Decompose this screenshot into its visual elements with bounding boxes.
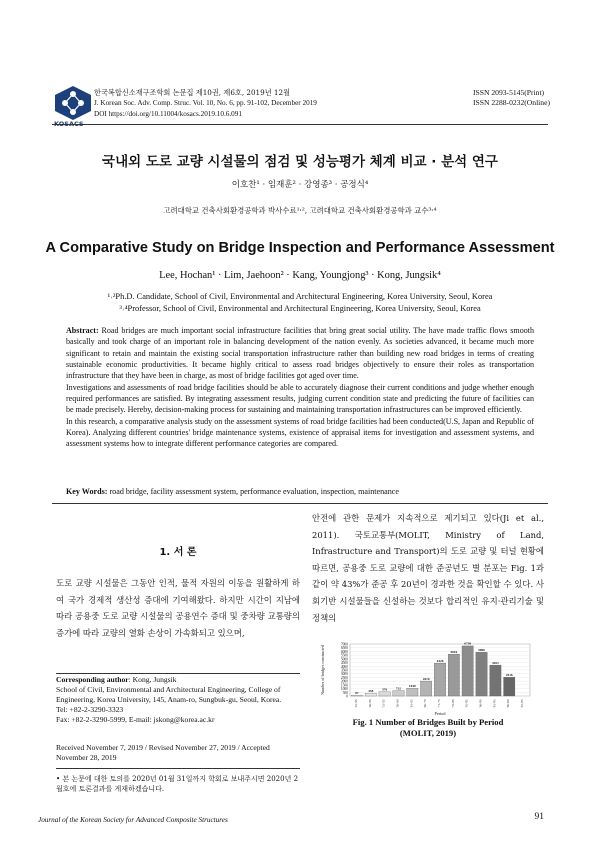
data-label: 4161 [491,660,499,665]
korean-authors: 이호찬¹ · 임재훈² · 강영종³ · 공정식⁴ [231,180,369,190]
bar [420,681,431,696]
y-tick-label: 3500 [340,668,348,673]
korean-title: 국내외 도로 교량 시설물의 점검 및 성능평가 체계 비교 · 분석 연구 [102,154,498,170]
abstract [66,325,534,450]
x-tick-label: '86-'90 [478,699,483,708]
data-label: 87 [355,691,359,696]
issn-block [473,88,550,109]
footnote-divider [56,673,300,674]
data-label: 6739 [464,641,472,646]
x-axis-label: Period [434,711,446,716]
data-label: 2010 [422,676,430,681]
y-tick-label: 4000 [340,664,348,669]
data-label: 5896 [478,648,485,653]
figure-caption-line-1: Fig. 1 Number of Bridges Built by Period [352,717,504,727]
correspondence-tel: Tel: +82-2-3290-3323 [56,704,124,714]
figure-caption-line-2: (MOLIT, 2019) [399,728,457,738]
y-tick-label: 4500 [340,661,348,666]
correspondence-address: School of Civil, Environmental and Architectural Engineering, College of Engineering, Korea University, 145, Anam-ro, Sungbuk-gu, Seoul, Korea. [56,684,282,704]
english-title: A Comparative Study on Bridge Inspection and Performance Assessment [45,240,555,256]
x-tick-label: '91-'95 [492,699,497,708]
body-right-column: 안전에 관한 문제가 지속적으로 제기되고 있다(Ji et al., 2011). 국토교통부(MOLIT, Ministry of Land, Infrastructure and Transport)의 도로 교량 및 터널 현황에 따르면, 공용중 도로 교량에 대한 준공년도 별 분포는 Fig. 1과 같이 약 43%가 준공 후 20년이 경과한 것을 확인할 수 있다. 사회기반 시설물들을 신설하는 것보다 합리적인 유지·관리기술 및 정책의 [312,513,544,623]
journal-header [94,88,317,119]
logo-label: KOSACS [54,120,84,128]
keywords-label: Key Words: [66,487,108,496]
data-label: 732 [395,686,402,691]
footer-journal: Journal of the Korean Society for Advanced Composite Structures [38,816,228,824]
journal-korean: 한국복합신소재구조학회 논문집 제10권, 제6호, 2019년 12월 [94,88,291,97]
y-tick-label: 2500 [340,675,348,680]
x-tick-label: '71-'75 [437,699,441,708]
issn-print: ISSN 2093-5145(Print) [473,88,545,97]
abstract-label: Abstract: [66,326,99,335]
journal-english: J. Korean Soc. Adv. Comp. Struc. Vol. 10, No. 6, pp. 91-102, December 2019 [94,99,317,108]
english-affiliation-1: ¹˒²Ph.D. Candidate, School of Civil, Environmental and Architectural Engineering, Korea University, Seoul, Korea [107,292,493,301]
data-label: 5616 [450,650,458,655]
abstract-paragraph-1: Road bridges are much important social infrastructure facilities that bring great social utility. The have made traffic flows smooth basically and took charge of an important role in balancing development of the nation evenly. As societies advanced, it became much more significant to retain and maintain the existing social transportation infrastructure rather than building new road bridges in terms of creating sustainable economic productivities. It became highly critical to assess road bridges objectively to ensure their roles as transportation infrastructure that they have been in charge, as most of bridge facilities got aged over time. [66,326,534,381]
y-tick-label: 3000 [340,672,348,677]
data-label: 2516 [505,673,513,678]
y-tick-label: 0 [346,694,348,699]
data-label: 358 [368,689,374,694]
keywords-text: road bridge, facility assessment system, performance evaluation, inspection, maintenance [109,487,399,496]
x-tick-label: '96-'00 [506,699,511,708]
bar [448,654,459,696]
bar [407,688,418,696]
correspondence-block [56,675,300,725]
bar [379,692,390,696]
bar [393,691,404,696]
english-authors: Lee, Hochan¹ · Lim, Jaehoon² · Kang, Youngjong³ · Kong, Jungsik⁴ [159,270,441,281]
data-label: 4426 [436,658,444,663]
note-divider [56,768,300,769]
y-tick-label: 5500 [340,653,348,658]
y-axis-label: Number of bridges constructed [320,645,325,695]
bar [476,652,487,696]
received-dates: Received November 7, 2019 / Revised November 27, 2019 / Accepted November 28, 2019 [56,743,270,763]
english-affiliation-2: ³˒⁴Professor, School of Civil, Environmental and Architectural Engineering, Korea University, Seoul, Korea [119,304,481,313]
correspondence-label: Corresponding author [56,675,129,684]
x-tick-label: '61-'65 [409,699,414,708]
discussion-note: • 본 논문에 대한 토의를 2020년 01월 31일까지 학회로 보내주시면 2020년 2월호에 토론결과를 게재하겠습니다. [56,775,299,793]
y-tick-label: 6500 [340,646,348,651]
english-affiliations [0,291,600,315]
x-tick-label: '76-'80 [450,699,455,708]
bar [504,677,515,696]
correspondence-fax: Fax: +82-2-3290-5999, E-mail: jskong@korea.ac.kr [56,714,215,724]
y-tick-label: 7000 [340,642,348,647]
page-number: 91 [534,812,544,822]
bar [490,665,501,696]
y-tick-label: 6000 [340,649,348,654]
x-tick-label: '81-'85 [464,699,469,708]
abstract-paragraph-2: Investigations and assessments of road bridge facilities should be able to accurately diagnose their current conditions and judge whether enough required performances are satisfied. By integrating assessment results, judging current condition state and predicting the future of facilities can be made precisely. Hereby, decision-making process for sustaining and maintaining transportation infrastructures can be improved efficiently. [66,382,534,415]
doi-link[interactable]: DOI https://doi.org/10.11004/kosacs.2019.10.6.091 [94,109,242,118]
bar [462,646,473,696]
y-tick-label: 1500 [340,683,348,688]
correspondence-name: : Kong, Jungsik [128,675,177,684]
x-tick-label: '66-'70 [423,699,428,708]
header-divider [52,124,548,125]
data-label: 1040 [408,684,416,689]
bridges-bar-chart [318,640,534,716]
x-tick-label: '01-'05 [520,699,525,708]
kosacs-logo [52,84,94,122]
abstract-divider [52,503,548,504]
abstract-paragraph-3: In this research, a comparative analysis study on the assessment systems of road bridge facilities had been conducted(U.S, Japan and Republic of Korea). Analyzing different countries' bridge maintenance systems, existence of appraisal items for investigation and assessment systems, and assessment systems how to integrate different performance categories are compared. [66,416,534,449]
korean-affiliation: 고려대학교 건축사회환경공학과 박사수료¹˒², 고려대학교 건축사회환경공학과 교수³˒⁴ [163,206,437,215]
section-heading: 1. 서 론 [159,547,197,558]
keywords [66,487,534,496]
figure-caption [312,717,544,739]
y-tick-label: 5000 [340,657,348,662]
y-tick-label: 2000 [340,679,348,684]
x-tick-label: '51-'55 [381,699,386,708]
data-label: 576 [382,687,388,692]
body-left-column: 도로 교량 시설물은 그동안 인적, 물적 자원의 이동을 원활하게 하여 국가 경제적 생산성 증대에 기여해왔다. 하지만 시간이 지남에 따라 공용중 도로 교량 시설물의 공용연수 증대 및 중차량 교통량의 증가에 따라 교량의 열화 손상이 가속화되고 있으며, [56,578,300,638]
bar [434,663,445,696]
y-tick-label: 1000 [340,687,348,692]
bar [351,695,362,696]
x-tick-label: '46-'50 [367,699,372,708]
bar [365,693,376,696]
issn-online: ISSN 2288-0232(Online) [473,98,550,108]
x-tick-label: '56-'60 [395,699,400,708]
x-tick-label: '41-'45 [353,699,358,708]
y-tick-label: 500 [342,690,348,695]
